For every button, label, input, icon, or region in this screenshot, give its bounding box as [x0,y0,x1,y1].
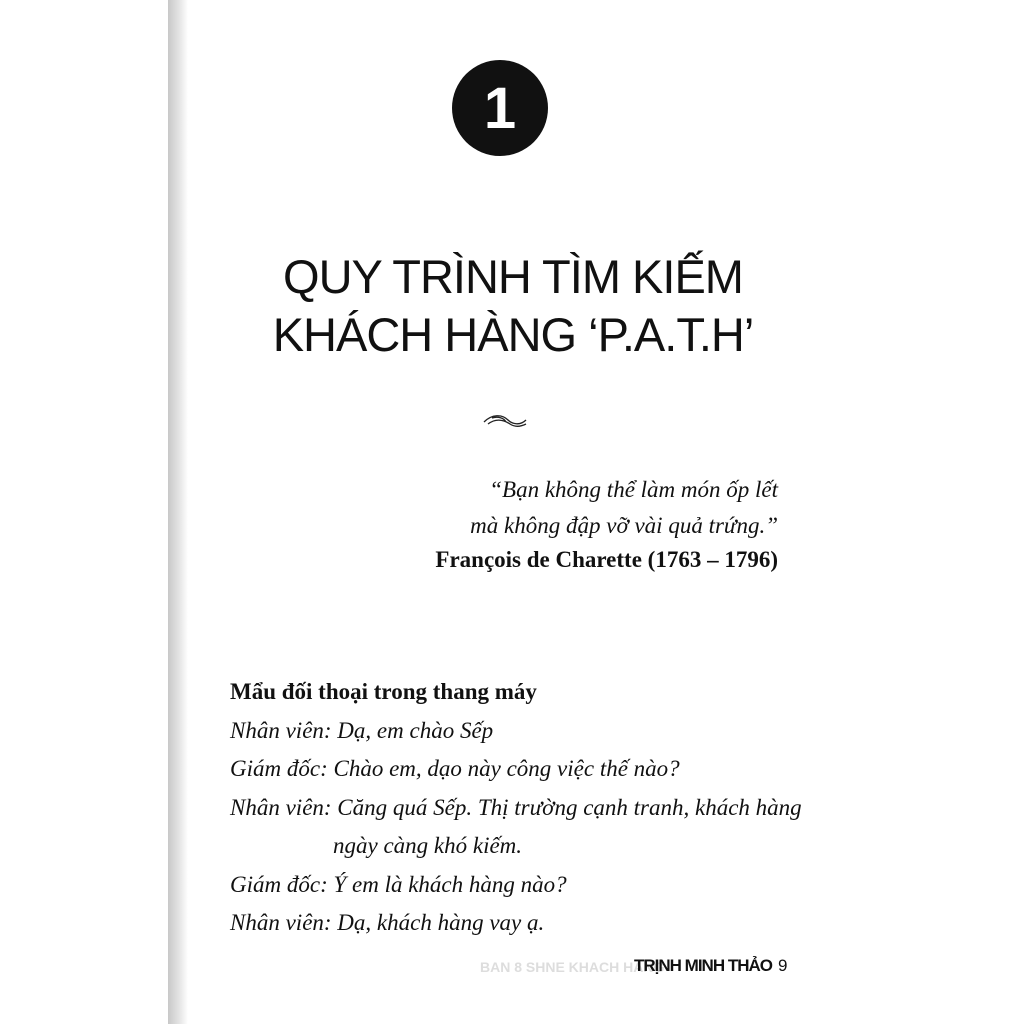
dialogue-section [230,673,802,943]
chapter-title [168,248,858,364]
epigraph-line: mà không đập vỡ vài quả trứng.” [470,513,778,538]
epigraph-line: “Bạn không thể làm món ốp lết [489,477,778,502]
page-number: 9 [778,956,788,975]
dialogue-line: Nhân viên: Dạ, khách hàng vay ạ. [230,910,545,935]
chapter-title-line: KHÁCH HÀNG ‘P.A.T.H’ [272,308,754,361]
page-binding-edge [168,0,188,1024]
dialogue-line: Giám đốc: Ý em là khách hàng nào? [230,871,567,897]
bleed-through-text: BAN 8 SHNE KHACH HANG [480,959,665,975]
dialogue-heading: Mẩu đối thoại trong thang máy [230,679,537,704]
epigraph-quote [470,472,778,544]
dialogue-line: Giám đốc: Chào em, dạo này công việc thế nào? [230,756,680,781]
chapter-title-line: QUY TRÌNH TÌM KIẾM [283,250,743,303]
running-head: TRỊNH MINH THẢO [634,956,772,975]
dialogue-line: Nhân viên: Dạ, em chào Sếp [230,717,494,743]
epigraph-author: François de Charette (1763 – 1796) [435,547,778,572]
flourish-icon [482,412,528,432]
dialogue-line: Nhân viên: Căng quá Sếp. Thị trường cạnh tranh, khách hàng [230,794,802,820]
chapter-number-badge: 1 [452,60,548,156]
dialogue-line: ngày càng khó kiếm. [333,833,523,858]
